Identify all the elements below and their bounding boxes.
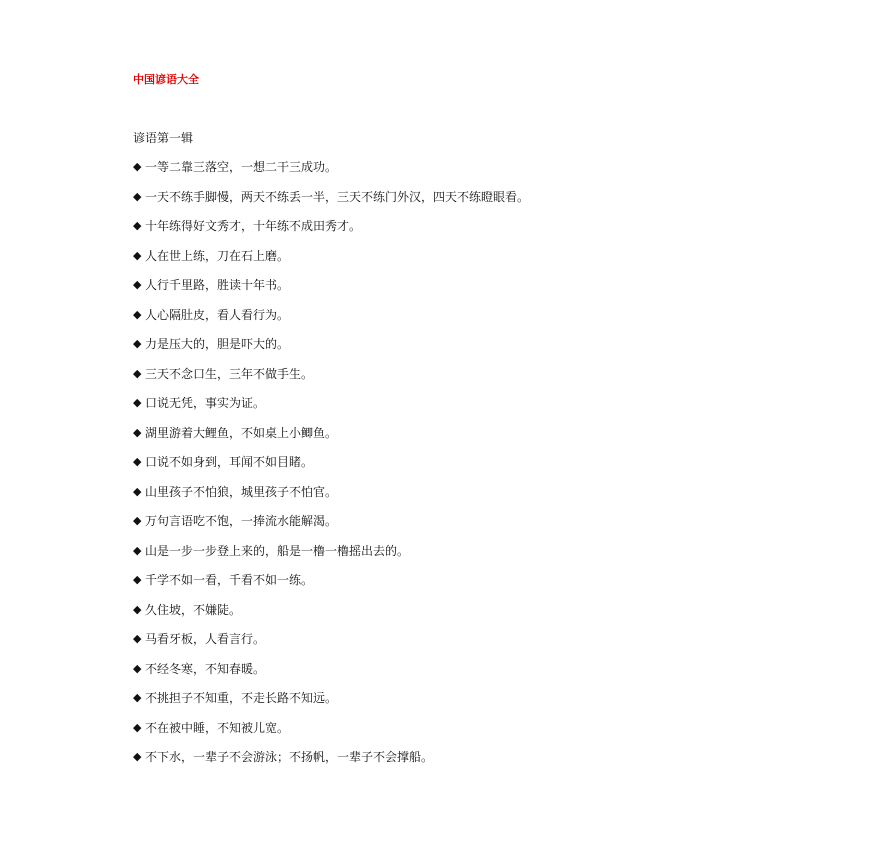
list-item <box>133 513 529 543</box>
list-item <box>133 720 529 750</box>
proverb-text: 山里孩子不怕狼，城里孩子不怕官。 <box>145 484 338 499</box>
diamond-bullet-icon: ◆ <box>133 278 142 291</box>
proverb-text: 三天不念口生，三年不做手生。 <box>145 366 314 381</box>
list-item <box>133 484 529 514</box>
diamond-bullet-icon: ◆ <box>133 396 142 409</box>
diamond-bullet-icon: ◆ <box>133 455 142 468</box>
proverb-text: 十年练得好文秀才，十年练不成田秀才。 <box>145 219 362 233</box>
list-item <box>133 336 529 366</box>
diamond-bullet-icon: ◆ <box>133 661 142 675</box>
proverb-text: 力是压大的，胆是吓大的。 <box>145 337 290 351</box>
proverb-text: 山是一步一步登上来的，船是一橹一橹摇出去的。 <box>145 543 410 558</box>
list-item <box>133 218 529 248</box>
proverb-text: 千学不如一看，千看不如一练。 <box>145 573 314 587</box>
proverb-text: 口说不如身到，耳闻不如目睹。 <box>145 455 314 469</box>
proverb-text: 不下水，一辈子不会游泳；不扬帆，一辈子不会撑船。 <box>145 750 434 764</box>
proverb-text: 万句言语吃不饱，一捧流水能解渴。 <box>145 514 338 528</box>
diamond-bullet-icon: ◆ <box>133 514 142 527</box>
list-item <box>133 425 529 455</box>
section-heading: 谚语第一辑 <box>133 131 194 145</box>
list-item <box>133 749 529 779</box>
proverb-text: 口说无凭，事实为证。 <box>145 396 266 410</box>
list-item <box>133 602 529 632</box>
diamond-bullet-icon: ◆ <box>133 720 142 734</box>
proverb-text: 一等二靠三落空，一想二干三成功。 <box>145 160 338 174</box>
proverb-text: 不挑担子不知重，不走长路不知远。 <box>145 691 338 705</box>
diamond-bullet-icon: ◆ <box>133 425 142 439</box>
list-item <box>133 189 529 219</box>
diamond-bullet-icon: ◆ <box>133 691 142 704</box>
diamond-bullet-icon: ◆ <box>133 307 142 321</box>
document-title: 中国谚语大全 <box>133 73 199 86</box>
list-item <box>133 543 529 573</box>
list-item <box>133 631 529 661</box>
list-item <box>133 159 529 189</box>
diamond-bullet-icon: ◆ <box>133 189 142 203</box>
diamond-bullet-icon: ◆ <box>133 750 142 763</box>
diamond-bullet-icon: ◆ <box>133 543 142 557</box>
diamond-bullet-icon: ◆ <box>133 573 142 586</box>
list-item <box>133 248 529 278</box>
proverb-text: 不经冬寒，不知春暖。 <box>145 661 266 676</box>
diamond-bullet-icon: ◆ <box>133 219 142 232</box>
proverb-text: 人心隔肚皮，看人看行为。 <box>145 307 290 322</box>
list-item <box>133 366 529 396</box>
proverb-text: 湖里游着大鲤鱼，不如桌上小鲫鱼。 <box>145 425 338 440</box>
diamond-bullet-icon: ◆ <box>133 366 142 380</box>
list-item <box>133 307 529 337</box>
proverb-list <box>133 159 529 779</box>
proverb-text: 人在世上练，刀在石上磨。 <box>145 248 290 263</box>
list-item <box>133 395 529 425</box>
proverb-text: 不在被中睡，不知被儿宽。 <box>145 720 290 735</box>
diamond-bullet-icon: ◆ <box>133 632 142 645</box>
proverb-text: 久住坡，不嫌陡。 <box>145 602 242 617</box>
diamond-bullet-icon: ◆ <box>133 160 142 173</box>
list-item <box>133 454 529 484</box>
diamond-bullet-icon: ◆ <box>133 484 142 498</box>
list-item <box>133 277 529 307</box>
list-item <box>133 690 529 720</box>
proverb-text: 人行千里路，胜读十年书。 <box>145 278 290 292</box>
diamond-bullet-icon: ◆ <box>133 337 142 350</box>
diamond-bullet-icon: ◆ <box>133 602 142 616</box>
proverb-text: 马看牙板，人看言行。 <box>145 632 266 646</box>
diamond-bullet-icon: ◆ <box>133 248 142 262</box>
list-item <box>133 661 529 691</box>
list-item <box>133 572 529 602</box>
proverb-text: 一天不练手脚慢，两天不练丢一半，三天不练门外汉，四天不练瞪眼看。 <box>145 189 530 204</box>
